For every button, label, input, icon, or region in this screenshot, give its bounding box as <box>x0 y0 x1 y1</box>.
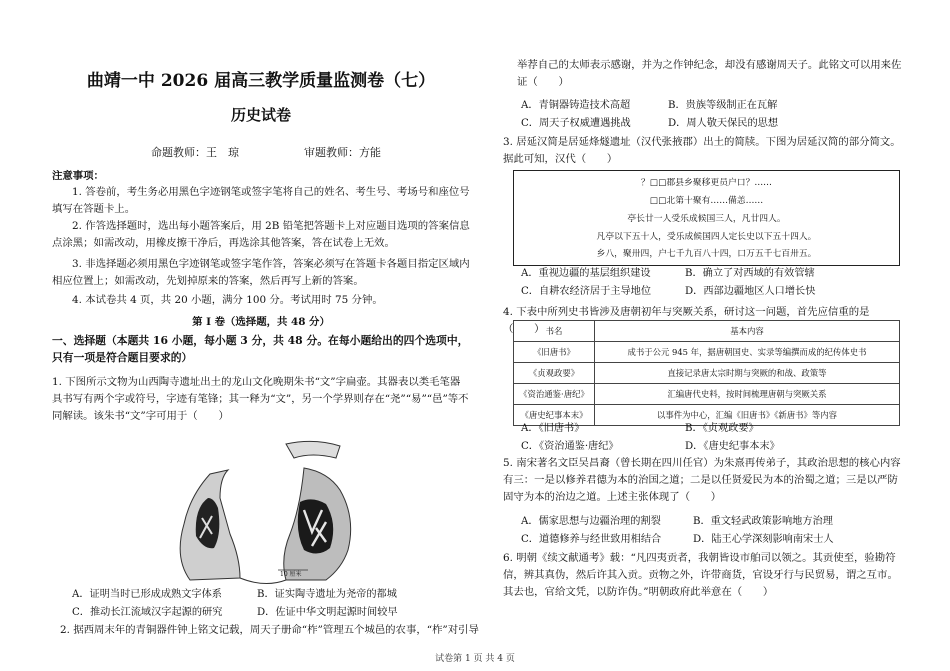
table-cell-content: 直接记录唐太宗时期与突厥的和战、政策等 <box>595 363 900 384</box>
note-item-2: 2. 作答选择题时，选出每小题答案后，用 2B 铅笔把答题卡上对应题目选项的答案信息点涂黑；如需改动，用橡皮擦干净后，再选涂其他答案，答在试卷上无效。 <box>52 220 470 249</box>
flat-pot-artifact-image <box>90 438 408 588</box>
table-cell-content: 以事件为中心，汇编《旧唐书》《新唐书》等内容 <box>595 405 900 426</box>
table-header-content: 基本内容 <box>595 321 900 342</box>
q6-stem: 6. 明朝《续文献通考》载：“凡四夷贡者，我朝皆设市舶司以领之。其贡使至，验勘符信，辨其真伪，然后许其入贡。贡物之外，许带商货，官设牙行与民贸易，谓之互市。其去也，官给文凭，以防诈伪。”明朝政府此举意在（ ） <box>503 552 898 598</box>
q5-option-a[interactable]: A．儒家思想与边疆治理的割裂 <box>521 516 661 527</box>
q5-stem: 5. 南宋著名文臣吴昌裔（曾长期在四川任官）为朱熹再传弟子，其政治思想的核心内容有三：一是以修养君德为本的治国之道；二是以任贤爱民为本的治蜀之道；三是以严防固守为本的治边之道。上述主张体现了（ ） <box>503 457 901 503</box>
q3-bamboo-slip-box <box>513 170 900 266</box>
q3-option-c[interactable]: C．自耕农经济居于主导地位 <box>521 286 652 297</box>
q4-option-c[interactable]: C．《资治通鉴·唐纪》 <box>521 441 619 452</box>
q2-option-b[interactable]: B．贵族等级制正在瓦解 <box>668 100 778 111</box>
q3-box-line-3: 亭长廿一人受乐成候国三人，凡廿四人。 <box>627 214 786 224</box>
q3-box-line-5: 乡八，聚卅四，户七千九百八十四，口万五千七百卅五。 <box>596 249 817 259</box>
teacher-setter: 命题教师：王 琼 <box>151 146 239 159</box>
q5-option-b[interactable]: B．重文轻武政策影响地方治理 <box>693 516 833 527</box>
q2-option-d[interactable]: D．周人敬天保民的思想 <box>668 118 779 129</box>
q4-stem: 4. 下表中所列史书皆涉及唐朝初年与突厥关系，研讨这一问题，首先应信重的是（ ） <box>503 306 870 335</box>
table-cell-content: 成书于公元 945 年，据唐朝国史、实录等编撰而成的纪传体史书 <box>595 342 900 363</box>
note-item-4: 4. 本试卷共 4 页，共 20 小题，满分 100 分。考试用时 75 分钟。 <box>72 294 383 306</box>
table-row <box>514 363 900 384</box>
q1-option-c[interactable]: C．推动长江流域汉字起源的研究 <box>72 607 223 618</box>
q2-stem-part1: 2. 据西周末年的青铜器件钟上铭文记载，周天子册命“柞”管理五个城邑的农事，“柞”对引导 <box>60 624 479 636</box>
table-cell-book: 《唐史纪事本末》 <box>514 405 595 426</box>
q2-option-a[interactable]: A．青铜器铸造技术高超 <box>521 100 631 111</box>
table-row <box>514 384 900 405</box>
q3-option-d[interactable]: D．西部边疆地区人口增长快 <box>685 286 816 297</box>
q5-option-d[interactable]: D．陆王心学深刻影响南宋士人 <box>693 534 834 545</box>
q3-option-a[interactable]: A．重视边疆的基层组织建设 <box>521 268 651 279</box>
table-cell-book: 《贞观政要》 <box>514 363 595 384</box>
teacher-reviewer: 审题教师：方能 <box>304 146 381 159</box>
q1-option-b[interactable]: B．证实陶寺遗址为尧帝的都城 <box>257 589 397 600</box>
exam-title: 曲靖一中 2026 届高三教学质量监测卷（七） <box>86 71 436 91</box>
notes-heading: 注意事项： <box>52 170 104 182</box>
q4-option-b[interactable]: B．《贞观政要》 <box>685 423 759 434</box>
q3-box-line-1: ？□□郡县乡聚移更员户口？…… <box>641 178 772 188</box>
table-cell-content: 汇编唐代史料，按时间梳理唐朝与突厥关系 <box>595 384 900 405</box>
q2-option-c[interactable]: C．周天子权威遭遇挑战 <box>521 118 631 129</box>
table-cell-book: 《资治通鉴·唐纪》 <box>514 384 595 405</box>
q2-stem-part2: 举荐自己的太师表示感谢，并为之作钟纪念，却没有感谢周天子。此铭文可以用来佐证（ ） <box>517 59 902 88</box>
q3-box-line-2: □□北第十聚有……備恙…… <box>649 196 764 206</box>
q4-table <box>513 320 900 426</box>
q1-option-a[interactable]: A．证明当时已形成成熟文字体系 <box>72 589 222 600</box>
section-title: 一、选择题（本题共 16 小题，每小题 3 分，共 48 分。在每小题给出的四个选项中，只有一项是符合题目要求的） <box>52 334 469 364</box>
q5-option-c[interactable]: C．道德修养与经世致用相结合 <box>521 534 662 545</box>
table-header-row <box>514 321 900 342</box>
table-cell-book: 《旧唐书》 <box>514 342 595 363</box>
q1-option-d[interactable]: D．佐证中华文明起源时间较早 <box>257 607 398 618</box>
part1-heading: 第 Ⅰ 卷（选择题，共 48 分） <box>192 316 330 328</box>
q4-option-d[interactable]: D．《唐史纪事本末》 <box>685 441 780 452</box>
note-item-1: 1. 答卷前，考生务必用黑色字迹钢笔或签字笔将自己的姓名、考生号、考场号和座位号填写在答题卡上。 <box>52 186 470 215</box>
table-header-book: 书名 <box>514 321 595 342</box>
q3-box-line-4: 凡亭以下五十人，受乐成候国四人定长史以下五十四人。 <box>596 232 817 242</box>
q3-option-b[interactable]: B．确立了对西域的有效管辖 <box>685 268 815 279</box>
q4-option-a[interactable]: A．《旧唐书》 <box>521 423 585 434</box>
page-footer: 试卷第 1 页 共 4 页 <box>435 654 515 664</box>
subject-title: 历史试卷 <box>230 106 291 124</box>
q3-stem: 3. 居延汉简是居延烽燧遗址（汉代张掖郡）出土的简牍。下图为居延汉简的部分简文。据此可知，汉代（ ） <box>503 136 901 165</box>
q1-stem: 1. 下图所示文物为山西陶寺遗址出土的龙山文化晚期朱书“文”字扁壶。其器表以类毛笔器具书写有两个字或符号，字迹有笔锋；其一释为“文”，另一个学界则存在“尧”“易”“邑”等不同解读。该朱书“文”字可用于（ ） <box>52 376 469 422</box>
table-row <box>514 342 900 363</box>
note-item-3: 3. 非选择题必须用黑色字迹钢笔或签字笔作答，答案必须写在答题卡各题目指定区域内相应位置上；如需改动，先划掉原来的答案，然后再写上新的答案。 <box>52 258 470 287</box>
scale-label: 10 厘米 <box>280 571 302 578</box>
